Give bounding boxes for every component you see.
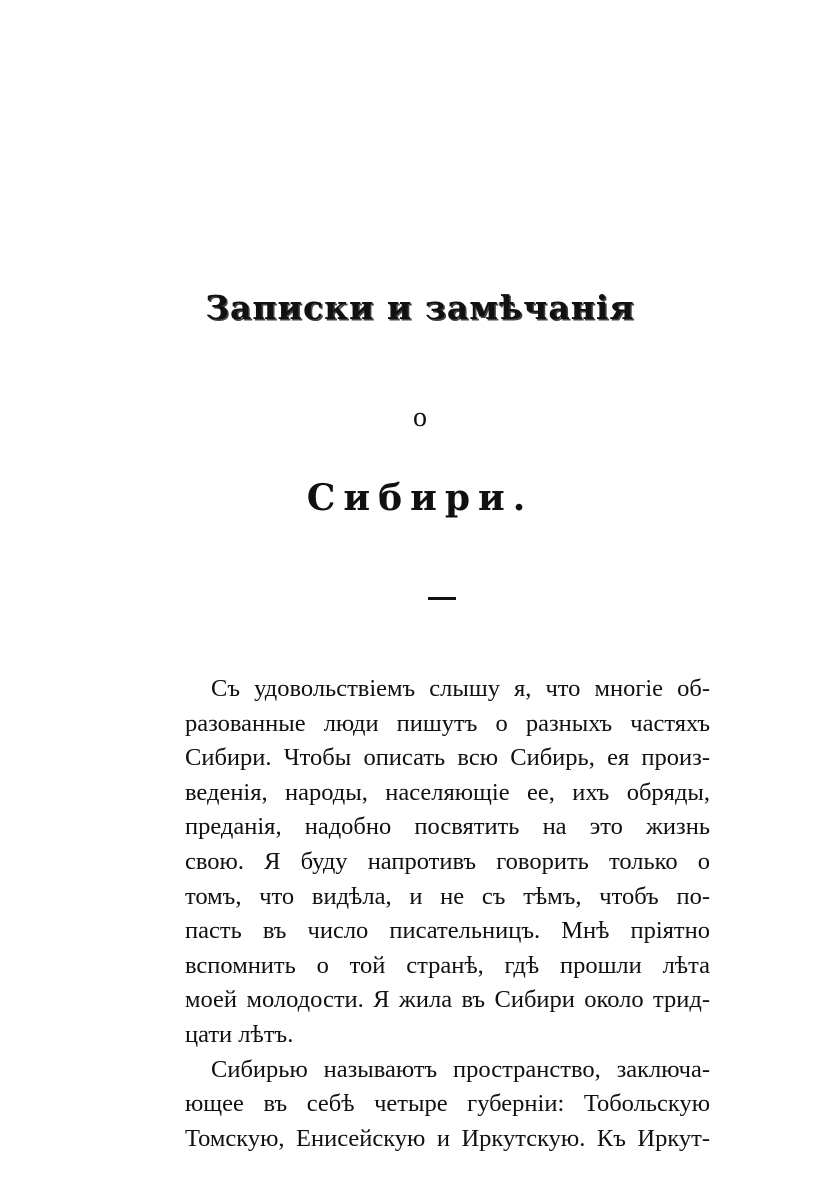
section-divider [428, 597, 456, 600]
text-line: ющее въ себѣ четыре губерніи: Тобольскую [185, 1090, 710, 1118]
text-line: пасть въ число писательницъ. Мнѣ пріятно [185, 917, 710, 945]
paragraph [185, 672, 710, 1053]
title-place: Сибири. [306, 477, 534, 519]
text-line: цати лѣтъ. [185, 1020, 294, 1048]
title-connector: о [413, 402, 427, 433]
text-line: Съ удовольствіемъ слышу я, что многіе об- [211, 675, 710, 702]
text-line: томъ, что видѣла, и не съ тѣмъ, чтобъ по- [185, 882, 710, 910]
text-line: разованные люди пишутъ о разныхъ частяхъ [185, 709, 710, 737]
text-line: Сибирью называютъ пространство, заключа- [211, 1055, 710, 1083]
text-line: Сибири. Чтобы описать всю Сибирь, ея произ- [185, 744, 710, 772]
text-line: Томскую, Енисейскую и Иркутскую. Къ Иркут- [185, 1124, 710, 1152]
paragraph [185, 1053, 710, 1157]
body-text [185, 672, 710, 1156]
page-title: Записки и замѣчанія [205, 288, 635, 327]
text-line: свою. Я буду напротивъ говорить только о [185, 847, 710, 875]
text-line: моей молодости. Я жила въ Сибири около трид- [185, 986, 710, 1014]
text-line: вспомнить о той странѣ, гдѣ прошли лѣта [185, 951, 710, 979]
text-line: веденія, народы, населяющіе ее, ихъ обряды, [185, 778, 710, 806]
text-line: преданія, надобно посвятить на это жизнь [185, 813, 710, 841]
